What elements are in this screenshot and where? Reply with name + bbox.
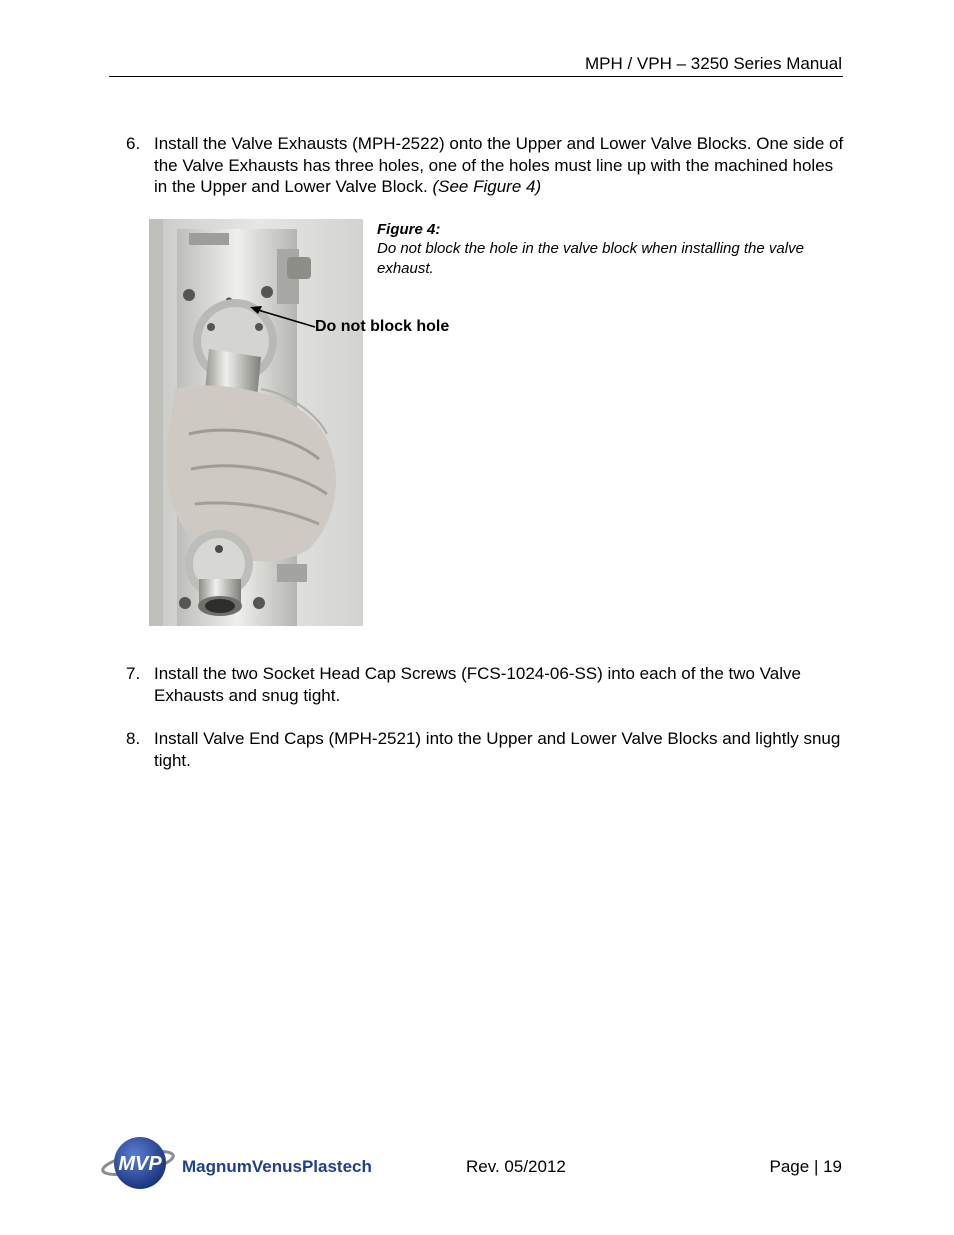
logo-wordmark: MagnumVenusPlastech xyxy=(182,1157,372,1176)
step-number: 6. xyxy=(126,134,141,153)
step-text: Install the two Socket Head Cap Screws (FCS-1024-06-SS) into each of the two Valve Exhausts and snug tight. xyxy=(154,664,801,705)
figure-title: Figure 4: xyxy=(377,221,441,238)
step-number: 7. xyxy=(126,664,141,683)
footer-revision: Rev. 05/2012 xyxy=(466,1157,566,1176)
page-header-title: MPH / VPH – 3250 Series Manual xyxy=(584,54,842,73)
header-divider xyxy=(109,76,843,77)
footer-page-number: Page | 19 xyxy=(769,1157,842,1176)
logo-mark-text: MVP xyxy=(118,1153,162,1175)
step-number: 8. xyxy=(126,729,141,748)
callout-arrow xyxy=(240,298,320,334)
valve-block-photo xyxy=(149,219,363,626)
callout-label: Do not block hole xyxy=(315,318,450,335)
mvp-logo xyxy=(100,1133,390,1193)
step-text-body: Install the Valve Exhausts (MPH-2522) onto the Upper and Lower Valve Blocks. One side of the Valve Exhausts has three holes, one of the holes must line up with the machined holes in the Upper and Lower Valve Block. xyxy=(154,134,844,196)
step-text xyxy=(154,133,844,198)
figure-reference: (See Figure 4) xyxy=(432,177,542,196)
figure-caption: Do not block the hole in the valve block when installing the valve exhaust. xyxy=(377,240,804,277)
step-text: Install Valve End Caps (MPH-2521) into the Upper and Lower Valve Blocks and lightly snug tight. xyxy=(154,729,841,770)
